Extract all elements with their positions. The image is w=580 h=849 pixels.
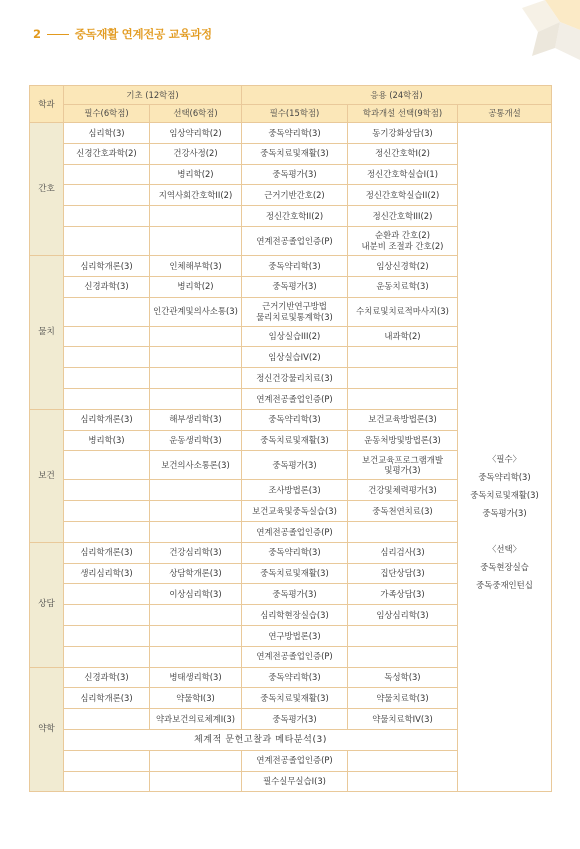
course-basic-elective [150,480,242,501]
common-course-line: 〈필수〉 [488,454,521,465]
course-dept-elective: 순환과 간호(2) 내분비 조절과 간호(2) [348,226,458,255]
course-applied-required: 중독약리학(3) [242,667,348,688]
course-applied-required: 중독평가(3) [242,451,348,480]
course-basic-required: 신경과학(3) [64,276,150,297]
course-basic-elective [150,521,242,542]
course-basic-required: 심리학개론(3) [64,542,150,563]
course-dept-elective [348,388,458,409]
course-basic-elective [150,750,242,771]
course-dept-elective: 동기강화상담(3) [348,123,458,144]
course-applied-required: 연구방법론(3) [242,625,348,646]
major-name: 물치 [30,255,64,409]
common-course-line: 〈선택〉 [488,544,521,555]
course-basic-required [64,605,150,626]
course-applied-required: 중독평가(3) [242,164,348,185]
common-course-line: 중독중재인턴십 [476,580,533,591]
major-name: 간호 [30,123,64,256]
major-name: 상담 [30,542,64,667]
course-applied-required: 근거기반간호(2) [242,185,348,206]
course-dept-elective [348,347,458,368]
course-basic-required [64,750,150,771]
common-courses [458,123,552,792]
course-basic-required [64,206,150,227]
course-dept-elective: 임상심리학(3) [348,605,458,626]
course-dept-elective: 정신간호학실습I(1) [348,164,458,185]
course-basic-required: 심리학개론(3) [64,255,150,276]
course-applied-required: 필수실무실습I(3) [242,771,348,792]
course-dept-elective: 임상신경학(2) [348,255,458,276]
course-basic-required [64,388,150,409]
course-basic-required [64,164,150,185]
course-basic-elective: 이상심리학(3) [150,584,242,605]
common-course-line: 중독현장실습 [480,562,529,573]
course-applied-required: 중독약리학(3) [242,123,348,144]
course-basic-required [64,185,150,206]
course-dept-elective: 정신간호학III(2) [348,206,458,227]
header-applied: 응용 (24학점) [242,86,552,105]
course-basic-elective: 병리학(2) [150,276,242,297]
course-applied-required: 중독약리학(3) [242,255,348,276]
course-spanning: 체계적 문헌고찰과 메타분석(3) [64,729,458,750]
course-dept-elective: 약물치료학(3) [348,688,458,709]
course-dept-elective [348,750,458,771]
course-basic-elective: 운동생리학(3) [150,430,242,451]
course-basic-required [64,297,150,326]
header-applied-required: 필수(15학점) [242,105,348,123]
course-basic-required: 생리심리학(3) [64,563,150,584]
course-dept-elective: 내과학(2) [348,326,458,347]
course-basic-elective [150,326,242,347]
course-applied-required: 근거기반연구방법 물리치료및통계학(3) [242,297,348,326]
course-basic-elective [150,388,242,409]
common-course-line: 중독치료및재활(3) [470,490,539,501]
course-applied-required: 중독평가(3) [242,709,348,730]
course-dept-elective: 가족상담(3) [348,584,458,605]
course-basic-elective [150,226,242,255]
section-title: 중독재활 연계전공 교육과정 [74,27,212,41]
course-basic-elective: 병리학(2) [150,164,242,185]
course-basic-elective [150,501,242,522]
course-applied-required: 연계전공졸업인증(P) [242,646,348,667]
major-name: 약학 [30,667,64,792]
course-applied-required: 심리학현장실습(3) [242,605,348,626]
course-applied-required: 중독치료및재활(3) [242,563,348,584]
course-basic-required [64,501,150,522]
curriculum-table [29,85,552,792]
course-dept-elective: 건강및체력평가(3) [348,480,458,501]
course-basic-required [64,451,150,480]
course-applied-required: 연계전공졸업인증(P) [242,388,348,409]
course-basic-elective [150,625,242,646]
course-dept-elective: 정신간호학I(2) [348,143,458,164]
course-basic-elective: 병태생리학(3) [150,667,242,688]
course-basic-required [64,480,150,501]
course-basic-elective: 건강심리학(3) [150,542,242,563]
course-applied-required: 연계전공졸업인증(P) [242,521,348,542]
course-applied-required: 보건교육및중독실습(3) [242,501,348,522]
course-basic-required [64,584,150,605]
course-basic-required [64,625,150,646]
course-applied-required: 임상실습III(2) [242,326,348,347]
course-basic-required: 신경간호과학(2) [64,143,150,164]
course-dept-elective [348,368,458,389]
course-basic-required [64,646,150,667]
header-basic-required: 필수(6학점) [64,105,150,123]
header-major: 학과 [30,86,64,123]
course-dept-elective [348,625,458,646]
course-basic-elective: 약과보건의료체계I(3) [150,709,242,730]
course-basic-elective [150,646,242,667]
course-basic-elective: 보건의사소통론(3) [150,451,242,480]
course-dept-elective: 보건교육방법론(3) [348,409,458,430]
course-basic-elective: 지역사회간호학II(2) [150,185,242,206]
course-basic-elective: 건강사정(2) [150,143,242,164]
course-dept-elective: 운동치료학(3) [348,276,458,297]
course-applied-required: 연계전공졸업인증(P) [242,750,348,771]
course-basic-elective: 상담학개론(3) [150,563,242,584]
course-applied-required: 중독치료및재활(3) [242,688,348,709]
course-applied-required: 중독평가(3) [242,276,348,297]
course-basic-required [64,368,150,389]
course-applied-required: 중독치료및재활(3) [242,143,348,164]
course-dept-elective [348,646,458,667]
course-basic-required: 신경과학(3) [64,667,150,688]
course-basic-required: 심리학(3) [64,123,150,144]
course-basic-elective: 인체해부학(3) [150,255,242,276]
course-dept-elective: 중독천연치료(3) [348,501,458,522]
course-dept-elective: 집단상담(3) [348,563,458,584]
header-common: 공통개설 [458,105,552,123]
course-basic-required [64,771,150,792]
course-basic-required [64,226,150,255]
course-dept-elective: 심리검사(3) [348,542,458,563]
course-dept-elective: 운동처방및방법론(3) [348,430,458,451]
course-dept-elective: 보건교육프로그램개발 및평가(3) [348,451,458,480]
course-basic-elective [150,605,242,626]
common-course-line: 중독평가(3) [482,508,527,519]
course-applied-required: 임상실습IV(2) [242,347,348,368]
course-applied-required: 중독치료및재활(3) [242,430,348,451]
course-basic-required: 심리학개론(3) [64,688,150,709]
major-name: 보건 [30,409,64,542]
course-dept-elective [348,771,458,792]
course-basic-elective [150,368,242,389]
common-course-line [459,522,550,540]
decorative-hexagon-pattern [460,0,580,60]
course-basic-elective: 약물학I(3) [150,688,242,709]
course-applied-required: 조사방법론(3) [242,480,348,501]
course-dept-elective: 약물치료학IV(3) [348,709,458,730]
table-row [30,123,552,144]
course-applied-required: 중독약리학(3) [242,542,348,563]
course-basic-elective [150,206,242,227]
course-dept-elective: 정신간호학실습II(2) [348,185,458,206]
course-basic-elective: 임상약리학(2) [150,123,242,144]
course-basic-elective [150,771,242,792]
course-basic-required [64,709,150,730]
course-basic-elective: 인간관계및의사소통(3) [150,297,242,326]
course-basic-elective [150,347,242,368]
course-dept-elective: 수치료및치료적마사지(3) [348,297,458,326]
course-basic-required: 병리학(3) [64,430,150,451]
course-basic-required [64,347,150,368]
course-applied-required: 정신간호학II(2) [242,206,348,227]
course-applied-required: 중독평가(3) [242,584,348,605]
course-dept-elective: 독성학(3) [348,667,458,688]
course-basic-required [64,326,150,347]
course-basic-elective: 해부생리학(3) [150,409,242,430]
course-applied-required: 중독약리학(3) [242,409,348,430]
common-course-line: 중독약리학(3) [478,472,531,483]
course-dept-elective [348,521,458,542]
course-basic-required [64,521,150,542]
course-applied-required: 정신건강물리치료(3) [242,368,348,389]
header-basic-elective: 선택(6학점) [150,105,242,123]
course-basic-required: 심리학개론(3) [64,409,150,430]
course-applied-required: 연계전공졸업인증(P) [242,226,348,255]
section-number: 2 [33,27,41,41]
page-title [33,26,212,42]
header-basic: 기초 (12학점) [64,86,242,105]
header-dept-elective: 학과개설 선택(9학점) [348,105,458,123]
